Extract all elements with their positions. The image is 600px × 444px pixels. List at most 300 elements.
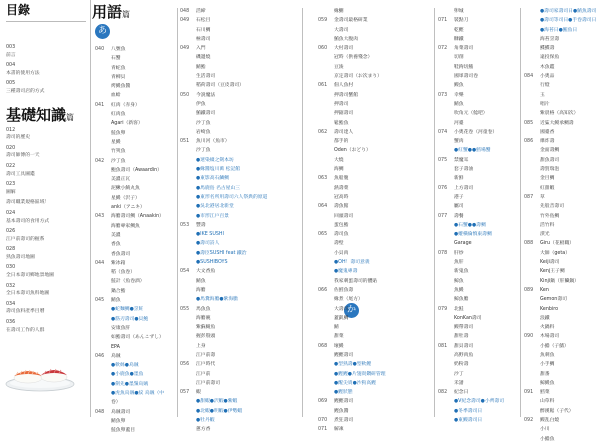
glossary-entry xyxy=(318,7,433,16)
entry-title: 鯨鰻魚 xyxy=(540,380,555,386)
glossary-entry xyxy=(180,100,300,109)
glossary-entry xyxy=(95,54,175,63)
glossary-entry xyxy=(180,165,300,174)
glossary-entry xyxy=(95,203,175,212)
entry-title: 甜牡壽 xyxy=(454,334,469,340)
entry-title: 唱片 xyxy=(540,101,550,107)
glossary-entry xyxy=(95,157,175,166)
entry-title: Oden（おどり） xyxy=(334,148,371,154)
glossary-entry xyxy=(95,398,175,407)
entry-title: ●軟絲●烏賊 xyxy=(111,363,139,369)
entry-title: ●吳北港居北新堂 xyxy=(196,204,234,210)
entry-title: ●小鹿魚●墨魚 xyxy=(111,372,144,378)
entry-title: 鮑魚壽司（Awaardin） xyxy=(111,167,162,173)
glossary-entry xyxy=(438,146,518,155)
entry-title: 美濃正瓦 xyxy=(111,177,131,183)
entry-title: Keiji壽司 xyxy=(540,260,560,266)
entry-title: 香魚壽司 xyxy=(111,251,131,257)
entry-title: 鰻魚 xyxy=(454,83,464,89)
glossary-entry xyxy=(524,360,600,369)
glossary-entry xyxy=(95,324,175,333)
glossary-entry xyxy=(318,26,433,35)
toc-page-number: 022 xyxy=(6,163,16,169)
entry-title: ●壽司等司日●手卷壽司日 xyxy=(540,18,597,24)
glossary-entry xyxy=(318,342,433,351)
page-number: 049 xyxy=(180,18,190,24)
entry-title: 火鍋料 xyxy=(540,325,555,331)
entry-title: ●V紀念壽司●小齊壽司 xyxy=(454,399,505,405)
entry-title: ●海苔日●鮪魚日 xyxy=(540,27,578,33)
entry-title: 上身 xyxy=(196,343,206,349)
entry-title: ●魔鬼專壽 xyxy=(334,269,358,275)
entry-title: 鯨魚膽 xyxy=(454,297,469,303)
glossary-title: 用語 xyxy=(92,3,123,21)
entry-title: ●鰹鰹●片翅貴鑽研管理 xyxy=(334,371,386,377)
glossary-entry xyxy=(524,91,600,100)
glossary-header xyxy=(92,2,136,21)
glossary-entry xyxy=(180,109,300,118)
glossary-entry xyxy=(318,193,433,202)
entry-title: 江戶前壽 xyxy=(196,352,216,358)
entry-title: 河臺 xyxy=(454,120,464,126)
glossary-entry xyxy=(180,249,300,258)
entry-title: 壽司達人 xyxy=(334,129,354,135)
glossary-entry xyxy=(524,258,600,267)
entry-title: 八號魚 xyxy=(111,47,126,52)
entry-title: 國軍壽司卷 xyxy=(454,74,478,80)
toc-page-number: 020 xyxy=(6,145,16,151)
page-number: 054 xyxy=(180,269,190,275)
entry-title: ●筋刃壽司●貝鮑 xyxy=(111,316,149,322)
entry-title: 甜番 xyxy=(540,371,550,377)
glossary-entry xyxy=(180,370,300,379)
glossary-entry xyxy=(180,277,300,286)
glossary-entry xyxy=(524,370,600,379)
entry-title: 海膽 xyxy=(196,287,206,293)
toc-title-underline xyxy=(6,21,86,22)
glossary-entry xyxy=(180,53,300,62)
entry-title: ●壽司詩人 xyxy=(196,241,220,247)
divider xyxy=(434,8,435,417)
entry-title: 玉 xyxy=(540,92,545,98)
entry-title: 壽餐 xyxy=(454,213,464,219)
entry-title: 蔥方香 xyxy=(196,427,211,433)
glossary-entry xyxy=(180,63,300,72)
entry-title: 紅肉魚 xyxy=(111,112,126,118)
glossary-entry xyxy=(318,63,433,72)
entry-title: 壽司魚 xyxy=(334,232,349,238)
glossary-entry xyxy=(180,342,300,351)
entry-title: 緣鰂 xyxy=(334,9,344,14)
entry-title: 小手鯛 xyxy=(540,362,555,368)
entry-title: 石蟹 xyxy=(111,56,121,62)
glossary-entry xyxy=(438,239,518,248)
glossary-entry xyxy=(180,137,300,146)
glossary-entry xyxy=(438,397,518,406)
glossary-entry xyxy=(524,379,600,388)
page-number: 044 xyxy=(95,260,105,266)
entry-title: 紫晨格（高知次） xyxy=(540,111,579,117)
page-number: 069 xyxy=(318,399,328,405)
entry-title: 煮狂壽司 xyxy=(334,418,354,424)
entry-title: 石川鯛 xyxy=(196,27,211,33)
glossary-entry xyxy=(180,91,300,100)
glossary-entry xyxy=(438,351,518,360)
glossary-entry xyxy=(180,258,300,267)
glossary-entry xyxy=(524,230,600,239)
entry-title: 青柳貝 xyxy=(111,74,126,80)
page-number: 084 xyxy=(524,74,534,80)
glossary-entry xyxy=(524,277,600,286)
glossary-entry xyxy=(438,174,518,183)
entry-title: 沙丁 xyxy=(454,371,464,377)
entry-title: Giru（花板職） xyxy=(540,241,575,247)
glossary-entry xyxy=(180,305,300,314)
entry-title: 鯖鮨 xyxy=(196,64,206,70)
glossary-column-2 xyxy=(180,7,300,435)
glossary-entry xyxy=(438,221,518,230)
glossary-entry xyxy=(318,267,433,276)
glossary-entry xyxy=(95,305,175,314)
entry-title: KonKan壽司 xyxy=(454,315,482,321)
glossary-entry xyxy=(524,193,600,202)
glossary-entry xyxy=(438,44,518,53)
glossary-entry xyxy=(318,351,433,360)
entry-title: 今說魔法 xyxy=(196,92,216,98)
entry-title: 香魚 xyxy=(111,242,121,248)
entry-title: 生活壽司 xyxy=(196,74,216,80)
glossary-entry xyxy=(318,379,433,388)
glossary-entry xyxy=(95,184,175,193)
glossary-entry xyxy=(318,258,433,267)
glossary-entry xyxy=(438,230,518,239)
toc-column xyxy=(6,2,90,337)
glossary-entry xyxy=(318,212,433,221)
glossary-entry xyxy=(438,379,518,388)
entry-title: 小奧品 xyxy=(540,74,555,80)
glossary-entry xyxy=(95,370,175,379)
glossary-entry xyxy=(180,221,300,230)
entry-title: 壽魚館 xyxy=(334,204,349,210)
glossary-entry xyxy=(95,175,175,184)
glossary-entry xyxy=(438,314,518,323)
entry-title: 醉漢鬆（子代） xyxy=(540,408,574,414)
glossary-entry xyxy=(524,146,600,155)
glossary-entry xyxy=(438,193,518,202)
entry-title: 江戶前 xyxy=(196,371,211,377)
glossary-entry xyxy=(95,222,175,231)
entry-title: 如鮨壽司（あんこずし） xyxy=(111,335,164,341)
entry-title: 金目鯛 xyxy=(540,176,555,182)
glossary-entry xyxy=(318,35,433,44)
entry-title: 小奧花卷（河童卷） xyxy=(454,129,498,135)
glossary-column-1 xyxy=(95,45,175,435)
entry-title: 鮭魚卵 xyxy=(111,130,126,136)
entry-title: 沙丁魚 xyxy=(196,148,211,154)
page-number: 085 xyxy=(524,120,534,126)
toc-basics-list xyxy=(6,127,90,338)
glossary-entry xyxy=(180,286,300,295)
entry-title: Garage xyxy=(454,241,472,247)
entry-title: 遠投保魚 xyxy=(540,55,560,61)
glossary-entry xyxy=(95,110,175,119)
entry-title: 套子壽油 xyxy=(454,167,474,173)
entry-title: 押鋸壽司 xyxy=(334,111,354,117)
glossary-entry xyxy=(95,389,175,398)
glossary-entry xyxy=(438,16,518,25)
toc-entry-title: 基本壽司的食用方式 xyxy=(6,218,50,224)
glossary-entry xyxy=(318,156,433,165)
entry-title: 新鬼魚 xyxy=(454,269,469,275)
glossary-entry xyxy=(438,202,518,211)
entry-title: Agari（新客） xyxy=(111,121,143,127)
glossary-entry xyxy=(95,212,175,221)
entry-title: Gemon壽司 xyxy=(540,297,567,303)
glossary-column-5 xyxy=(524,7,600,444)
page-number: 092 xyxy=(524,418,534,424)
page-number: 089 xyxy=(524,287,534,293)
glossary-entry xyxy=(438,137,518,146)
page-number: 048 xyxy=(180,9,190,14)
entry-title: 壽壁 xyxy=(334,241,344,247)
glossary-entry xyxy=(95,380,175,389)
entry-title: 鯖魚 xyxy=(196,278,206,284)
toc-entry-title: 壽司魚料產季目曆 xyxy=(6,309,45,315)
glossary-entry xyxy=(318,407,433,416)
glossary-entry xyxy=(318,100,433,109)
glossary-entry xyxy=(524,137,600,146)
glossary-entry xyxy=(438,109,518,118)
glossary-entry xyxy=(318,277,433,286)
basics-suffix: 篇 xyxy=(66,112,75,122)
page-number: 071 xyxy=(438,18,448,24)
toc-page-number: 032 xyxy=(6,283,16,289)
glossary-entry xyxy=(524,314,600,323)
entry-title: 角菜壽司 xyxy=(454,46,474,52)
toc-front-list xyxy=(6,44,90,99)
page-number: 077 xyxy=(438,213,448,219)
entry-title: 沙丁魚 xyxy=(196,120,211,126)
entry-title: 江戶前壽司 xyxy=(196,380,220,386)
divider xyxy=(90,0,91,417)
entry-title: 冠高時 xyxy=(334,194,349,200)
entry-title: 解凍 xyxy=(334,427,344,433)
entry-title: 小川 xyxy=(540,427,550,433)
page-number: 071 xyxy=(318,427,328,433)
glossary-entry xyxy=(524,44,600,53)
page-number: 065 xyxy=(318,232,328,238)
glossary-entry xyxy=(180,72,300,81)
glossary-entry xyxy=(95,119,175,128)
glossary-entry xyxy=(438,91,518,100)
entry-title: 緣煮（尾方） xyxy=(334,297,363,303)
entry-title: 鯖魚 xyxy=(111,298,121,304)
entry-title: 鰻乱白燒 xyxy=(540,418,560,424)
glossary-entry xyxy=(318,249,433,258)
entry-title: 上方壽司 xyxy=(454,185,474,191)
toc-page-number: 004 xyxy=(6,63,16,69)
page-number: 078 xyxy=(438,250,448,256)
page-number: 057 xyxy=(180,390,190,396)
glossary-entry xyxy=(524,53,600,62)
glossary-entry xyxy=(318,323,433,332)
glossary-entry xyxy=(95,45,175,54)
entry-title: ●IKE SUSHI xyxy=(196,232,224,238)
entry-title: 吹角元（鯰吧） xyxy=(454,111,488,117)
glossary-entry xyxy=(180,397,300,406)
page-number: 074 xyxy=(438,129,448,135)
page-number: 059 xyxy=(318,18,328,24)
divider xyxy=(520,8,521,417)
glossary-entry xyxy=(318,137,433,146)
glossary-entry xyxy=(180,388,300,397)
glossary-column-3 xyxy=(318,7,433,435)
entry-title: ●紅蟹●●鱈場蟹 xyxy=(454,148,491,154)
glossary-entry xyxy=(180,16,300,25)
page-number: 075 xyxy=(438,157,448,163)
entry-title: 入門 xyxy=(196,46,206,52)
glossary-entry xyxy=(95,408,175,417)
entry-title: 熱壽菜 xyxy=(334,185,349,191)
entry-title: 竹外島鯛 xyxy=(540,213,560,219)
glossary-entry xyxy=(318,16,433,25)
entry-title: 紅肉（赤身） xyxy=(111,102,140,108)
entry-title: 乾鰹 xyxy=(454,27,464,33)
entry-title: 鯖魚卵 xyxy=(111,418,126,424)
divider xyxy=(177,8,178,417)
glossary-entry xyxy=(318,146,433,155)
glossary-entry xyxy=(524,63,600,72)
glossary-entry xyxy=(524,342,600,351)
page-number: 073 xyxy=(438,92,448,98)
page-number: 053 xyxy=(180,222,190,228)
glossary-entry xyxy=(318,332,433,341)
entry-title: 大壽司 xyxy=(334,306,349,312)
page-number: 066 xyxy=(318,287,328,293)
entry-title: 稻荷壽司（豆皮壽司） xyxy=(196,83,244,89)
glossary-entry xyxy=(318,416,433,425)
entry-title: 鯨魚 xyxy=(454,278,464,284)
entry-title: 大村壽司 xyxy=(334,46,354,52)
entry-title: 甜貝壽司 xyxy=(454,343,474,349)
glossary-entry xyxy=(180,184,300,193)
entry-title: 鮭計（魚卷酒） xyxy=(111,279,145,285)
toc-page-number: 030 xyxy=(6,265,16,271)
glossary-entry xyxy=(438,128,518,137)
page-number: 055 xyxy=(180,306,190,312)
entry-title: 鯖 xyxy=(334,325,339,331)
entry-title: 竹筴魚 xyxy=(111,149,126,155)
glossary-entry xyxy=(318,295,433,304)
entry-title: anki（アニキ） xyxy=(111,205,145,211)
glossary-entry xyxy=(318,314,433,323)
page-number: 060 xyxy=(318,46,328,52)
glossary-entry xyxy=(95,240,175,249)
entry-title: 伊魚 xyxy=(196,101,206,107)
entry-title: 屬司 xyxy=(454,204,464,210)
entry-title: 紫蘇鯖魚 xyxy=(196,325,216,331)
glossary-entry xyxy=(438,342,518,351)
glossary-entry xyxy=(180,230,300,239)
entry-title: 國臺香 xyxy=(540,129,555,135)
entry-title: 烏賊壽司 xyxy=(111,409,131,415)
page-number: 068 xyxy=(318,343,328,349)
entry-title: 禁魔耳 xyxy=(454,157,469,163)
entry-title: Kenj王子鯛 xyxy=(540,269,565,275)
glossary-entry xyxy=(524,165,600,174)
entry-title: 烏賊 xyxy=(111,353,121,359)
glossary-entry xyxy=(180,81,300,90)
glossary-entry xyxy=(524,416,600,425)
glossary-entry xyxy=(180,212,300,221)
entry-title: 奶粉壽 xyxy=(454,362,469,368)
toc-entry-title: 三種壽司店的方式 xyxy=(6,88,45,94)
toc-entry-title: 在壽司工作的人群 xyxy=(6,327,45,333)
entry-title: 鯖魚 xyxy=(454,101,464,107)
toc-title: 目錄 xyxy=(6,3,31,17)
entry-title: 鰻帶壽司 xyxy=(454,325,474,331)
glossary-entry xyxy=(180,26,300,35)
entry-title: 鮪魚大腹肉 xyxy=(334,36,358,42)
entry-title: 蟹肉 xyxy=(454,139,464,145)
glossary-entry xyxy=(95,277,175,286)
page-number: 076 xyxy=(438,185,448,191)
glossary-entry xyxy=(318,230,433,239)
entry-title: 鬆鮨魚 xyxy=(334,120,349,126)
entry-title: 小貝肉 xyxy=(334,250,349,256)
glossary-entry xyxy=(524,184,600,193)
glossary-entry xyxy=(180,119,300,128)
entry-title: 港子 xyxy=(454,194,464,200)
entry-title: ●壽司家壽司日●鯖魚壽司 xyxy=(540,9,597,14)
entry-title: 浪鐵 xyxy=(540,315,550,321)
glossary-entry xyxy=(438,72,518,81)
entry-title: 鮪鐵壽司 xyxy=(196,111,216,117)
entry-title: 豐壽 xyxy=(196,222,206,228)
entry-title: 烤鰻魚醬 xyxy=(111,84,131,90)
entry-title: 活締 xyxy=(196,9,206,14)
page-number: 088 xyxy=(524,241,534,247)
entry-title: 裝點刀 xyxy=(454,18,469,24)
entry-title: 新鮮 xyxy=(454,176,464,182)
glossary-entry xyxy=(180,351,300,360)
entry-title: 卷） xyxy=(111,400,121,406)
glossary-entry xyxy=(438,267,518,276)
glossary-entry xyxy=(180,314,300,323)
glossary-entry xyxy=(180,35,300,44)
entry-title: 甜菜 xyxy=(334,334,344,340)
page-number: 041 xyxy=(95,102,105,108)
entry-title: 爆炸壽 xyxy=(540,139,555,145)
entry-title: ●石蟹●●壽鯛 xyxy=(454,222,486,228)
glossary-entry xyxy=(438,184,518,193)
entry-title: 鰹鰹壽司 xyxy=(334,352,354,358)
entry-title: 鰹魚醬 xyxy=(334,408,349,414)
kana-a-badge: あ xyxy=(95,24,110,39)
page-number: 056 xyxy=(180,362,190,368)
glossary-entry xyxy=(318,397,433,406)
glossary-entry xyxy=(438,63,518,72)
entry-title: 鰹鰹壽司 xyxy=(334,399,354,405)
glossary-entry xyxy=(318,360,433,369)
entry-title: ●壽臣SUSHI feat 鐵治 xyxy=(196,250,247,256)
page-number: 040 xyxy=(95,47,105,52)
toc-page-number: 036 xyxy=(6,320,16,326)
entry-title: 魚肝 xyxy=(454,260,464,266)
divider xyxy=(302,8,303,417)
glossary-entry xyxy=(438,35,518,44)
entry-title: 押壽司蟹館 xyxy=(334,92,358,98)
